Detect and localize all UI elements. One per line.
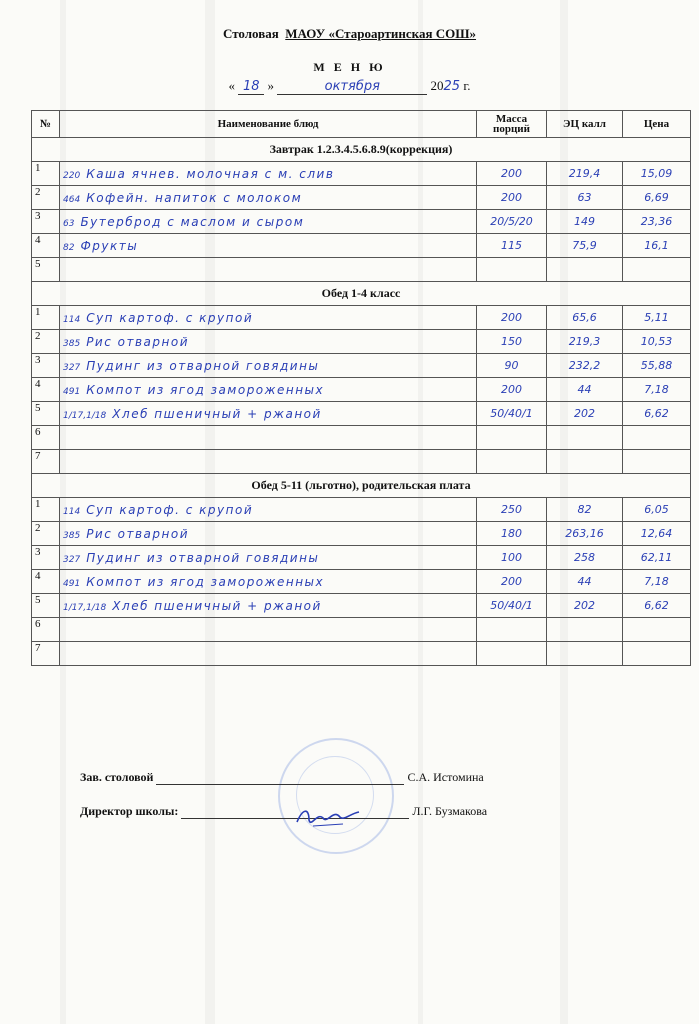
table-row xyxy=(32,354,691,378)
table-row xyxy=(32,378,691,402)
director-label: Директор школы: xyxy=(80,804,179,818)
portion-mass: 200 xyxy=(477,570,547,594)
price: 7,18 xyxy=(623,570,691,594)
dish-cell xyxy=(60,498,477,522)
portion-mass: 90 xyxy=(477,354,547,378)
row-number: 4 xyxy=(32,570,60,594)
recipe-code: 1/17,1/18 xyxy=(63,410,107,421)
recipe-code: 464 xyxy=(63,194,81,205)
portion-mass xyxy=(477,642,547,666)
table-row xyxy=(32,450,691,474)
dish-cell xyxy=(60,642,477,666)
row-number: 1 xyxy=(32,162,60,186)
table-row xyxy=(32,498,691,522)
date-month: октября xyxy=(277,79,427,95)
energy-value: 75,9 xyxy=(547,234,623,258)
organization-name: МАОУ «Староартинская СОШ» xyxy=(285,26,477,41)
price: 10,53 xyxy=(623,330,691,354)
recipe-code: 327 xyxy=(63,554,81,565)
section-title: Завтрак 1.2.3.4.5.6.8.9(коррекция) xyxy=(32,138,691,162)
recipe-code: 63 xyxy=(63,218,75,229)
dish-cell xyxy=(60,618,477,642)
row-number: 6 xyxy=(32,426,60,450)
recipe-code: 385 xyxy=(63,338,81,349)
price: 6,62 xyxy=(623,402,691,426)
dish-cell xyxy=(60,378,477,402)
recipe-code: 82 xyxy=(63,242,75,253)
table-header-row xyxy=(32,111,691,138)
dish-cell xyxy=(60,306,477,330)
portion-mass: 150 xyxy=(477,330,547,354)
dish-cell xyxy=(60,186,477,210)
row-number: 3 xyxy=(32,210,60,234)
dish-cell xyxy=(60,450,477,474)
portion-mass xyxy=(477,258,547,282)
date-quote-close: » xyxy=(267,78,275,93)
row-number: 1 xyxy=(32,306,60,330)
table-row xyxy=(32,546,691,570)
price xyxy=(623,618,691,642)
date-line xyxy=(0,78,699,95)
dish-cell xyxy=(60,354,477,378)
energy-value xyxy=(547,258,623,282)
recipe-code: 491 xyxy=(63,578,81,589)
dish-cell xyxy=(60,162,477,186)
section-row xyxy=(32,474,691,498)
canteen-signature-line xyxy=(80,770,484,785)
price xyxy=(623,258,691,282)
energy-value: 202 xyxy=(547,594,623,618)
dish-name: Фрукты xyxy=(80,238,139,253)
price: 16,1 xyxy=(623,234,691,258)
col-mass: Масса порций xyxy=(477,111,547,138)
price: 5,11 xyxy=(623,306,691,330)
row-number: 2 xyxy=(32,522,60,546)
energy-value xyxy=(547,618,623,642)
dish-cell xyxy=(60,426,477,450)
dish-name: Хлеб пшеничный + ржаной xyxy=(112,598,322,613)
price: 23,36 xyxy=(623,210,691,234)
table-row xyxy=(32,642,691,666)
row-number: 4 xyxy=(32,234,60,258)
row-number: 7 xyxy=(32,450,60,474)
portion-mass xyxy=(477,450,547,474)
price: 6,05 xyxy=(623,498,691,522)
signature-line xyxy=(156,784,404,785)
dish-cell xyxy=(60,594,477,618)
dish-cell xyxy=(60,402,477,426)
dish-cell xyxy=(60,546,477,570)
portion-mass: 250 xyxy=(477,498,547,522)
dish-cell xyxy=(60,570,477,594)
recipe-code: 327 xyxy=(63,362,81,373)
energy-value xyxy=(547,450,623,474)
dish-name: Суп картоф. с крупой xyxy=(86,502,254,517)
energy-value: 149 xyxy=(547,210,623,234)
signature-line xyxy=(181,818,409,819)
price xyxy=(623,450,691,474)
row-number: 4 xyxy=(32,378,60,402)
energy-value: 219,4 xyxy=(547,162,623,186)
col-no: № xyxy=(32,111,60,138)
energy-value xyxy=(547,426,623,450)
price: 6,69 xyxy=(623,186,691,210)
energy-value: 63 xyxy=(547,186,623,210)
handwritten-signature xyxy=(293,804,363,834)
table-row xyxy=(32,258,691,282)
portion-mass: 200 xyxy=(477,162,547,186)
portion-mass: 100 xyxy=(477,546,547,570)
section-title: Обед 5-11 (льготно), родительская плата xyxy=(32,474,691,498)
dish-name: Кофейн. напиток с молоком xyxy=(86,190,303,205)
row-number: 6 xyxy=(32,618,60,642)
table-row xyxy=(32,594,691,618)
table-row xyxy=(32,570,691,594)
row-number: 3 xyxy=(32,354,60,378)
director-signature-line xyxy=(80,804,487,819)
table-row xyxy=(32,426,691,450)
row-number: 1 xyxy=(32,498,60,522)
recipe-code: 385 xyxy=(63,530,81,541)
price xyxy=(623,642,691,666)
table-row xyxy=(32,522,691,546)
portion-mass xyxy=(477,426,547,450)
date-year-prefix: 20 xyxy=(430,78,444,93)
energy-value: 82 xyxy=(547,498,623,522)
col-price: Цена xyxy=(623,111,691,138)
energy-value: 232,2 xyxy=(547,354,623,378)
row-number: 5 xyxy=(32,258,60,282)
section-title: Обед 1-4 класс xyxy=(32,282,691,306)
section-row xyxy=(32,282,691,306)
dish-name: Бутерброд с маслом и сыром xyxy=(80,214,305,229)
col-kcal: ЭЦ калл xyxy=(547,111,623,138)
portion-mass xyxy=(477,618,547,642)
row-number: 3 xyxy=(32,546,60,570)
dish-name: Пудинг из отварной говядины xyxy=(86,550,320,565)
row-number: 2 xyxy=(32,330,60,354)
energy-value: 44 xyxy=(547,378,623,402)
menu-heading: М Е Н Ю xyxy=(313,60,386,74)
portion-mass: 50/40/1 xyxy=(477,594,547,618)
table-row xyxy=(32,330,691,354)
energy-value: 219,3 xyxy=(547,330,623,354)
canteen-label: Зав. столовой xyxy=(80,770,154,784)
row-number: 5 xyxy=(32,402,60,426)
row-number: 2 xyxy=(32,186,60,210)
dish-cell xyxy=(60,210,477,234)
table-row xyxy=(32,234,691,258)
price xyxy=(623,426,691,450)
price: 12,64 xyxy=(623,522,691,546)
portion-mass: 200 xyxy=(477,378,547,402)
date-suffix: г. xyxy=(463,78,471,93)
row-number: 5 xyxy=(32,594,60,618)
date-quote-open: « xyxy=(228,78,236,93)
energy-value: 44 xyxy=(547,570,623,594)
recipe-code: 220 xyxy=(63,170,81,181)
recipe-code: 114 xyxy=(63,506,81,517)
portion-mass: 20/5/20 xyxy=(477,210,547,234)
col-name: Наименование блюд xyxy=(60,111,477,138)
date-year: 25 xyxy=(443,79,461,94)
energy-value: 263,16 xyxy=(547,522,623,546)
dish-cell xyxy=(60,522,477,546)
portion-mass: 50/40/1 xyxy=(477,402,547,426)
energy-value xyxy=(547,642,623,666)
table-row xyxy=(32,306,691,330)
table-row xyxy=(32,618,691,642)
recipe-code: 1/17,1/18 xyxy=(63,602,107,613)
menu-table xyxy=(31,110,691,666)
portion-mass: 180 xyxy=(477,522,547,546)
energy-value: 258 xyxy=(547,546,623,570)
date-day: 18 xyxy=(238,79,264,95)
canteen-head-name: С.А. Истомина xyxy=(407,770,484,784)
energy-value: 65,6 xyxy=(547,306,623,330)
price: 55,88 xyxy=(623,354,691,378)
energy-value: 202 xyxy=(547,402,623,426)
dish-name: Рис отварной xyxy=(86,334,189,349)
dish-cell xyxy=(60,258,477,282)
dish-name: Хлеб пшеничный + ржаной xyxy=(112,406,322,421)
table-row xyxy=(32,402,691,426)
dish-name: Суп картоф. с крупой xyxy=(86,310,254,325)
document-title xyxy=(0,26,699,42)
portion-mass: 200 xyxy=(477,306,547,330)
table-body xyxy=(32,138,691,666)
price: 62,11 xyxy=(623,546,691,570)
price: 6,62 xyxy=(623,594,691,618)
dish-name: Рис отварной xyxy=(86,526,189,541)
dish-name: Пудинг из отварной говядины xyxy=(86,358,320,373)
dish-cell xyxy=(60,234,477,258)
table-row xyxy=(32,186,691,210)
section-row xyxy=(32,138,691,162)
director-name: Л.Г. Бузмакова xyxy=(412,804,488,818)
price: 7,18 xyxy=(623,378,691,402)
recipe-code: 491 xyxy=(63,386,81,397)
portion-mass: 115 xyxy=(477,234,547,258)
row-number: 7 xyxy=(32,642,60,666)
dish-name: Каша ячнев. молочная с м. слив xyxy=(86,166,335,181)
table-row xyxy=(32,162,691,186)
table-row xyxy=(32,210,691,234)
dish-cell xyxy=(60,330,477,354)
recipe-code: 114 xyxy=(63,314,81,325)
price: 15,09 xyxy=(623,162,691,186)
dish-name: Компот из ягод замороженных xyxy=(86,382,325,397)
dish-name: Компот из ягод замороженных xyxy=(86,574,325,589)
title-prefix: Столовая xyxy=(222,26,279,41)
portion-mass: 200 xyxy=(477,186,547,210)
